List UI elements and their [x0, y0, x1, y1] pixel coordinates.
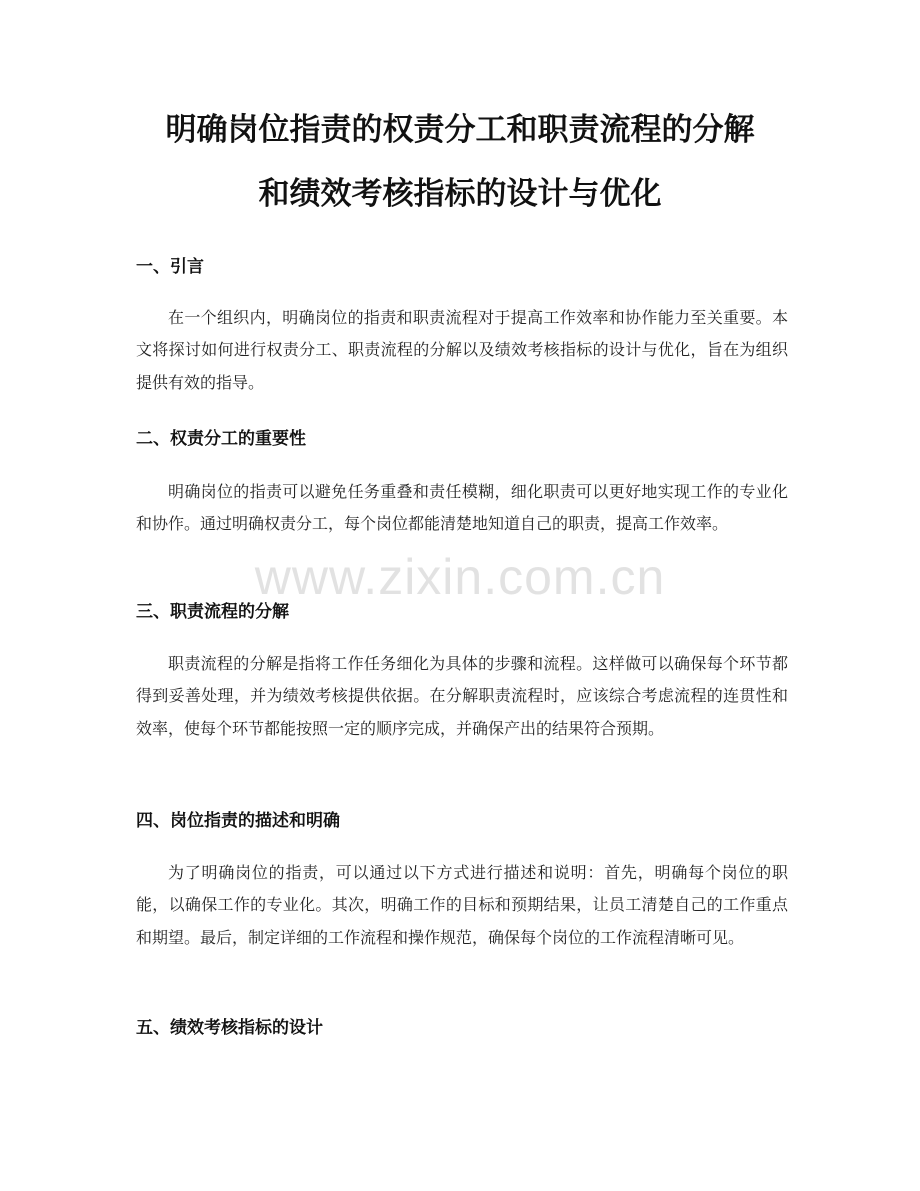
section-paragraph-description: 为了明确岗位的指责，可以通过以下方式进行描述和说明：首先，明确每个岗位的职能，以确保工作的专业化。其次，明确工作的目标和预期结果，让员工清楚自己的工作重点和期望。最后，制定详细的工作流程和操作规范，确保每个岗位的工作流程清晰可见。	[136, 863, 788, 947]
section-paragraph-process: 职责流程的分解是指将工作任务细化为具体的步骤和流程。这样做可以确保每个环节都得到妥善处理，并为绩效考核提供依据。在分解职责流程时，应该综合考虑流程的连贯性和效率，使每个环节都能按照一定的顺序完成，并确保产出的结果符合预期。	[136, 654, 788, 738]
section-paragraph-intro: 在一个组织内，明确岗位的指责和职责流程对于提高工作效率和协作能力至关重要。本文将探讨如何进行权责分工、职责流程的分解以及绩效考核指标的设计与优化，旨在为组织提供有效的指导。	[136, 308, 788, 392]
section-heading-intro: 一、引言	[136, 257, 204, 277]
section-heading-kpi: 五、绩效考核指标的设计	[136, 1018, 323, 1038]
document-title-line-2: 和绩效考核指标的设计与优化	[258, 176, 662, 212]
section-heading-description: 四、岗位指责的描述和明确	[136, 811, 340, 831]
section-heading-importance: 二、权责分工的重要性	[136, 429, 306, 449]
section-paragraph-importance: 明确岗位的指责可以避免任务重叠和责任模糊，细化职责可以更好地实现工作的专业化和协作。通过明确权责分工，每个岗位都能清楚地知道自己的职责，提高工作效率。	[136, 482, 788, 534]
watermark-text: www.zixin.com.cn	[254, 549, 666, 605]
document-title-line-1: 明确岗位指责的权责分工和职责流程的分解	[165, 112, 755, 148]
section-heading-process: 三、职责流程的分解	[136, 602, 289, 622]
